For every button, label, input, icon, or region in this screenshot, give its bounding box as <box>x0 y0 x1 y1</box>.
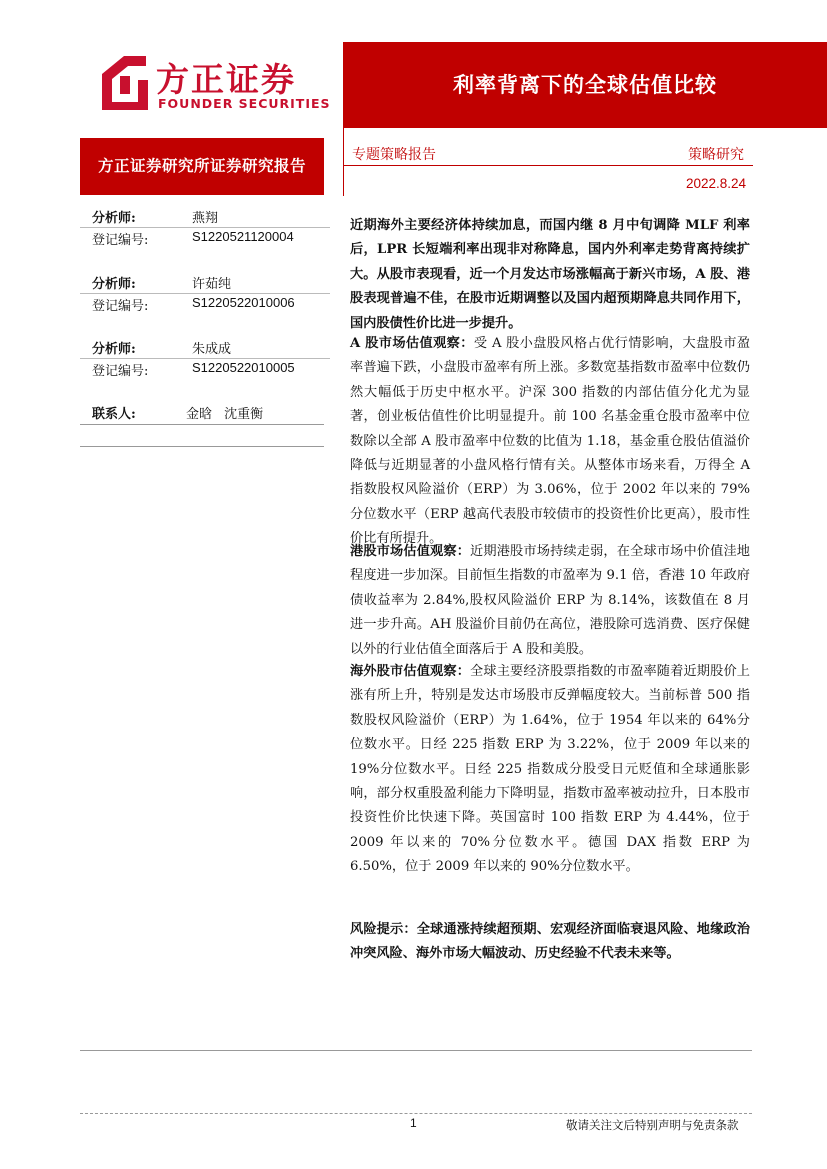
a-share-heading: A 股市场估值观察： <box>350 336 474 351</box>
registration-label: 登记编号: <box>92 233 149 248</box>
overseas-heading: 海外股市估值观察： <box>350 664 471 679</box>
analyst-block <box>92 205 326 249</box>
logo-chinese-name: 方正证券 <box>156 60 296 99</box>
report-date: 2022.8.24 <box>686 176 747 191</box>
overseas-text: 全球主要经济股票指数的市盈率随着近期股价上涨有所上升，特别是发达市场股市反弹幅度较大。当前标普 500 指数股权风险溢价（ERP）为 1.64%，位于 1954 年以来的 64%分位数水平。日经 225 指数 ERP 为 3.22%，位于 2009 年以来的 19%分位数水平。日经 225 指数成分股受日元贬值和全球通胀影响，部分权重股盈利能力下降明显，指数市盈率被动拉升，日本股市投资性价比快速下降。英国富时 100 指数 ERP 为 4.44%，位于 2009 年以来的 70%分位数水平。德国 DAX 指数 ERP 为 6.50%，位于 2009 年以来的 90%分位数水平。 <box>350 664 750 875</box>
contact-label: 联系人: <box>92 407 136 422</box>
analyst-role-label: 分析师: <box>92 277 136 292</box>
disclaimer-note: 敬请关注文后特别声明与免责条款 <box>566 1118 739 1132</box>
analyst-name: 许茹纯 <box>192 277 232 292</box>
company-logo <box>96 52 331 122</box>
institute-label: 方正证券研究所证券研究报告 <box>97 156 306 175</box>
hk-heading: 港股市场估值观察： <box>350 544 471 559</box>
a-share-text: 受 A 股小盘股风格占优行情影响，大盘股市盈率普遍下跌，小盘股市盈率有所上涨。多数宽基指数市盈率中位数仍然大幅低于历史中枢水平。沪深 300 指数的内部估值分化尤为显著，创业板估值性价比明显提升。前 100 名基金重仓股市盈率中位数除以全部 A 股市盈率中位数的比值为 1.18，基金重仓股估值溢价降低与近期显著的小盘风格行情有关。从整体市场来看，万得全 A 指数股权风险溢价（ERP）为 3.06%，位于 2002 年以来的 79%分位数水平（ERP 越高代表股市较债市的投资性价比更高），股市性价比有所提升。 <box>350 336 751 547</box>
contact-block <box>92 401 326 425</box>
logo-english-name: FOUNDER SECURITIES <box>158 96 331 111</box>
report-type: 专题策略报告 <box>352 147 436 163</box>
risk-warning: 风险提示：全球通涨持续超预期、宏观经济面临衰退风险、地缘政治冲突风险、海外市场大幅波动、历史经验不代表未来等。 <box>350 922 750 961</box>
analyst-block <box>92 336 326 380</box>
contact-rule <box>80 424 324 425</box>
page-number: 1 <box>410 1116 417 1130</box>
analyst-role-label: 分析师: <box>92 211 136 226</box>
founder-logo-icon <box>96 52 152 112</box>
left-bottom-rule <box>80 1050 752 1051</box>
header-rule <box>343 165 753 166</box>
footer-rule <box>80 1113 752 1114</box>
analyst-role-label: 分析师: <box>92 342 136 357</box>
header-divider <box>343 128 344 196</box>
registration-label: 登记编号: <box>92 364 149 379</box>
registration-number: S1220521120004 <box>192 229 294 244</box>
overseas-paragraph <box>350 660 750 880</box>
report-category: 策略研究 <box>688 147 744 163</box>
institute-banner <box>80 138 324 195</box>
analyst-block <box>92 271 326 315</box>
report-title: 利率背离下的全球估值比较 <box>453 72 717 97</box>
contact-names: 金晗 沈重衡 <box>186 407 264 422</box>
contact-rule <box>80 446 324 447</box>
registration-number: S1220522010006 <box>192 295 295 310</box>
analyst-name: 朱成成 <box>192 342 232 357</box>
hk-paragraph <box>350 540 750 662</box>
registration-number: S1220522010005 <box>192 360 295 375</box>
title-banner <box>343 42 827 128</box>
a-share-paragraph <box>350 332 750 552</box>
analyst-name: 燕翔 <box>192 211 219 226</box>
registration-label: 登记编号: <box>92 299 149 314</box>
hk-text: 近期港股市场持续走弱，在全球市场中价值洼地程度进一步加深。目前恒生指数的市盈率为 9.1 倍，香港 10 年政府债收益率为 2.84%,股权风险溢价 ERP 为 8.14%，该数值在 8 月进一步升高。AH 股溢价目前仍在高位，港股除可选消费、医疗保健以外的行业估值全面落后于 A 股和美股。 <box>350 544 750 657</box>
summary-paragraph: 近期海外主要经济体持续加息，而国内继 8 月中旬调降 MLF 利率后，LPR 长短端利率出现非对称降息，国内外利率走势背离持续扩大。从股市表现看，近一个月发达市场涨幅高于新兴市场，A 股、港股表现普遍不佳，在股市近期调整以及国内超预期降息共同作用下，国内股债性价比进一步提升。 <box>350 218 750 331</box>
